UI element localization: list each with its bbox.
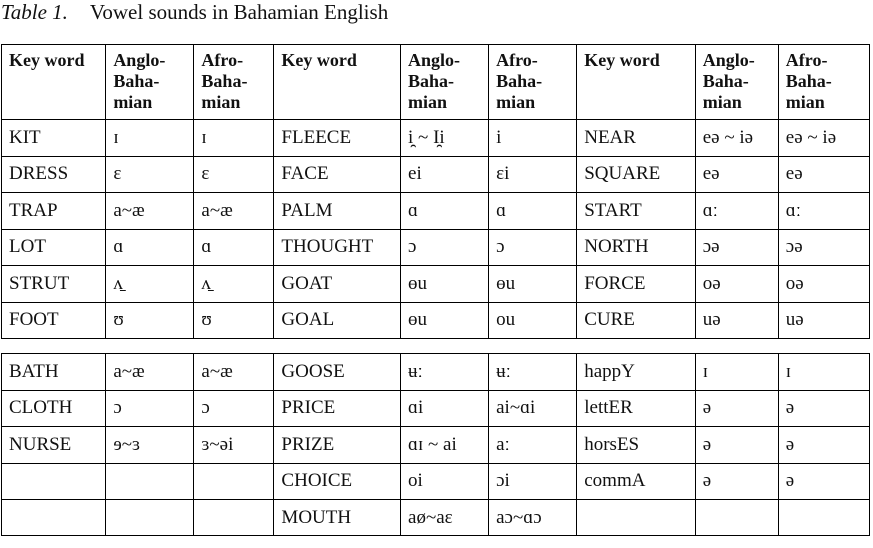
keyword-cell: PRIZE [274,427,401,464]
keyword-cell: DRESS [2,156,106,193]
keyword-cell: GOAT [274,266,401,303]
bottom-body [2,354,870,536]
keyword-cell: commA [577,463,696,500]
anglo-bahamian-cell: ei [401,156,489,193]
keyword-cell: PRICE [274,390,401,427]
table-row [2,354,870,391]
afro-bahamian-cell: ʌ̱ [194,266,274,303]
keyword-cell: FOOT [2,302,106,339]
header-cell: Anglo-Baha-mian [106,45,194,120]
keyword-cell: TRAP [2,193,106,230]
afro-bahamian-cell: ɛi [489,156,577,193]
anglo-bahamian-cell: ɪ [106,120,194,157]
keyword-cell: GOOSE [274,354,401,391]
keyword-cell: CHOICE [274,463,401,500]
anglo-bahamian-cell: ʌ̱ [106,266,194,303]
anglo-bahamian-cell: ɑ [401,193,489,230]
keyword-cell: STRUT [2,266,106,303]
afro-bahamian-cell: ɪ [778,354,869,391]
afro-bahamian-cell: ɑ [194,229,274,266]
afro-bahamian-cell: ə [778,463,869,500]
anglo-bahamian-cell: ɔə [695,229,778,266]
anglo-bahamian-cell: ɑ [106,229,194,266]
afro-bahamian-cell: ɵu [489,266,577,303]
anglo-bahamian-cell [695,500,778,536]
afro-bahamian-cell [194,500,274,536]
anglo-bahamian-cell: ə [695,463,778,500]
afro-bahamian-cell: a~æ [194,354,274,391]
anglo-bahamian-cell: uə [695,302,778,339]
afro-bahamian-cell: eə [778,156,869,193]
afro-bahamian-cell: ai~ɑi [489,390,577,427]
table-row [2,120,870,157]
anglo-bahamian-cell: ɪ [695,354,778,391]
header-cell: Afro-Baha-mian [778,45,869,120]
anglo-bahamian-cell: ɔ [401,229,489,266]
anglo-bahamian-cell: ɘ~ɜ [106,427,194,464]
vowel-table-bottom [1,353,870,536]
afro-bahamian-cell: ɑ [489,193,577,230]
afro-bahamian-cell: uə [778,302,869,339]
afro-bahamian-cell: ɔ [194,390,274,427]
afro-bahamian-cell: ʊ [194,302,274,339]
anglo-bahamian-cell: oi [401,463,489,500]
anglo-bahamian-cell: i̯ ~ I̯i [401,120,489,157]
keyword-cell: START [577,193,696,230]
anglo-bahamian-cell: ɵu [401,302,489,339]
keyword-cell [2,463,106,500]
header-cell: Key word [274,45,401,120]
afro-bahamian-cell: ɔ [489,229,577,266]
afro-bahamian-cell: eə ~ iə [778,120,869,157]
table-caption [1,0,388,24]
table-row [2,156,870,193]
anglo-bahamian-cell: ɛ [106,156,194,193]
keyword-cell [2,500,106,536]
header-cell: Afro-Baha-mian [194,45,274,120]
keyword-cell: FACE [274,156,401,193]
table-row [2,427,870,464]
afro-bahamian-cell: ɪ [194,120,274,157]
anglo-bahamian-cell: ʊ [106,302,194,339]
keyword-cell: FLEECE [274,120,401,157]
table-title: Vowel sounds in Bahamian English [89,0,389,24]
afro-bahamian-cell: aɔ~ɑɔ [489,500,577,536]
afro-bahamian-cell: ou [489,302,577,339]
afro-bahamian-cell: aː [489,427,577,464]
anglo-bahamian-cell: ɑi [401,390,489,427]
anglo-bahamian-cell: oə [695,266,778,303]
header-row [2,45,870,120]
anglo-bahamian-cell: ʉː [401,354,489,391]
table-row [2,500,870,536]
afro-bahamian-cell: oə [778,266,869,303]
table-row [2,463,870,500]
afro-bahamian-cell: i [489,120,577,157]
anglo-bahamian-cell [106,463,194,500]
keyword-cell: PALM [274,193,401,230]
keyword-cell: happY [577,354,696,391]
keyword-cell: lettER [577,390,696,427]
header-cell: Key word [577,45,696,120]
afro-bahamian-cell: a~æ [194,193,274,230]
anglo-bahamian-cell: ɵu [401,266,489,303]
afro-bahamian-cell: ʉː [489,354,577,391]
header-cell: Anglo-Baha-mian [401,45,489,120]
keyword-cell: KIT [2,120,106,157]
table-row [2,302,870,339]
vowel-table-top [1,44,870,339]
keyword-cell: NURSE [2,427,106,464]
keyword-cell: CURE [577,302,696,339]
table-number: Table 1. [1,0,68,24]
afro-bahamian-cell: ə [778,427,869,464]
anglo-bahamian-cell: ɔ [106,390,194,427]
afro-bahamian-cell: ɔi [489,463,577,500]
afro-bahamian-cell: ɜ~əi [194,427,274,464]
top-body [2,120,870,339]
keyword-cell: BATH [2,354,106,391]
anglo-bahamian-cell: aø~aɛ [401,500,489,536]
anglo-bahamian-cell [106,500,194,536]
anglo-bahamian-cell: ɑɪ ~ ai [401,427,489,464]
afro-bahamian-cell: ɑː [778,193,869,230]
table-row [2,193,870,230]
keyword-cell: SQUARE [577,156,696,193]
anglo-bahamian-cell: eə [695,156,778,193]
anglo-bahamian-cell: a~æ [106,354,194,391]
keyword-cell: CLOTH [2,390,106,427]
table-row [2,229,870,266]
keyword-cell: NEAR [577,120,696,157]
afro-bahamian-cell: ɔə [778,229,869,266]
anglo-bahamian-cell: ə [695,390,778,427]
keyword-cell: GOAL [274,302,401,339]
anglo-bahamian-cell: ɑː [695,193,778,230]
keyword-cell [577,500,696,536]
header-cell: Anglo-Baha-mian [695,45,778,120]
keyword-cell: horsES [577,427,696,464]
keyword-cell: FORCE [577,266,696,303]
afro-bahamian-cell [194,463,274,500]
table-row [2,266,870,303]
keyword-cell: THOUGHT [274,229,401,266]
afro-bahamian-cell: ɛ [194,156,274,193]
anglo-bahamian-cell: ə [695,427,778,464]
anglo-bahamian-cell: a~æ [106,193,194,230]
keyword-cell: LOT [2,229,106,266]
keyword-cell: NORTH [577,229,696,266]
header-cell: Afro-Baha-mian [489,45,577,120]
header-cell: Key word [2,45,106,120]
afro-bahamian-cell [778,500,869,536]
table-row [2,390,870,427]
anglo-bahamian-cell: eə ~ iə [695,120,778,157]
keyword-cell: MOUTH [274,500,401,536]
afro-bahamian-cell: ə [778,390,869,427]
